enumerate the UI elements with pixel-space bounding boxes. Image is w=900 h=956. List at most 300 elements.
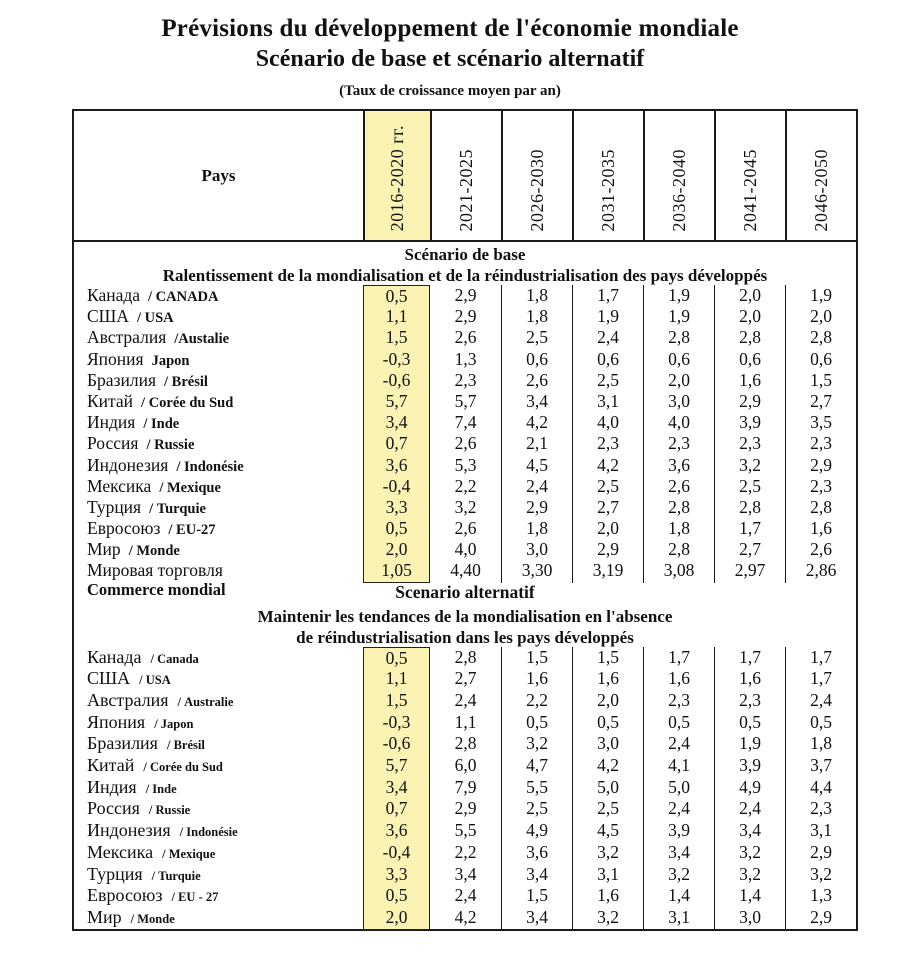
value-2021-2025: 2,8 xyxy=(454,733,477,754)
country-label xyxy=(74,647,363,670)
value-2016-2020: 3,4 xyxy=(363,412,430,433)
country-label xyxy=(74,306,363,327)
table-row xyxy=(74,668,856,690)
section-alt-subtitle-line2: de réindustrialisation dans les pays développés xyxy=(296,627,634,647)
value-2016-2020: 3,3 xyxy=(363,864,430,886)
country-name-ru: Индия xyxy=(87,776,137,797)
value-2036-2040: 4,1 xyxy=(643,755,714,777)
country-name-fr: / Corée du Sud xyxy=(143,760,223,775)
value-2036-2040: 2,3 xyxy=(643,433,714,454)
value-2016-2020: 1,05 xyxy=(363,560,430,582)
value-2026-2030: 2,5 xyxy=(501,327,572,348)
value-2036-2040: 1,8 xyxy=(643,518,714,539)
value-2041-2045: 3,9 xyxy=(714,755,785,777)
value-2036-2040: 2,8 xyxy=(643,327,714,348)
value-2036-2040: 1,4 xyxy=(643,885,714,907)
value-2021-2025: 2,6 xyxy=(454,433,477,454)
country-label xyxy=(74,433,363,454)
forecast-table xyxy=(72,109,858,931)
value-2036-2040: 2,4 xyxy=(643,798,714,820)
country-label xyxy=(74,798,363,820)
value-2026-2030: 2,6 xyxy=(501,370,572,391)
country-label xyxy=(74,712,363,734)
table-row xyxy=(74,907,856,929)
table-row xyxy=(74,690,856,712)
table-row xyxy=(74,412,856,433)
table-row xyxy=(74,433,856,454)
value-2031-2035: 4,5 xyxy=(572,820,643,842)
value-2021-2025: 7,4 xyxy=(454,412,477,433)
value-2016-2020: 1,5 xyxy=(363,690,430,712)
value-2026-2030: 3,0 xyxy=(501,539,572,560)
value-2046-2050: 3,7 xyxy=(785,755,856,777)
table-header-row xyxy=(74,111,856,242)
value-2021-2025: 1,1 xyxy=(454,711,477,732)
table-row xyxy=(74,647,856,669)
value-2046-2050: 2,3 xyxy=(785,476,856,497)
table-row xyxy=(74,733,856,755)
table-row xyxy=(74,712,856,734)
value-2026-2030: 1,6 xyxy=(501,668,572,690)
section-alt-heading xyxy=(74,604,856,647)
value-2016-2020: 0,5 xyxy=(363,885,430,907)
country-name-fr: / Turquie xyxy=(149,500,206,517)
country-name-ru: Мир xyxy=(87,539,121,560)
value-2041-2045: 3,9 xyxy=(714,412,785,433)
value-2046-2050: 2,0 xyxy=(785,306,856,327)
country-name-ru: Россия xyxy=(87,433,139,454)
value-2021-2025: 2,4 xyxy=(454,885,477,906)
value-2041-2045: 2,4 xyxy=(714,798,785,820)
value-2021-2025: 2,2 xyxy=(454,475,477,496)
value-2041-2045: 2,9 xyxy=(714,391,785,412)
value-2021-2025: 7,9 xyxy=(454,776,477,797)
table-row xyxy=(74,455,856,476)
section-alt-subtitle-line1: Maintenir les tendances de la mondialisation en l'absence xyxy=(257,606,673,626)
table-row xyxy=(74,820,856,842)
country-label xyxy=(74,733,363,755)
table-row xyxy=(74,285,856,306)
value-2036-2040: 2,4 xyxy=(643,733,714,755)
section-base-heading xyxy=(74,242,856,285)
country-name-fr: / USA xyxy=(139,673,171,688)
column-header-period-2036-2040: 2036-2040 xyxy=(643,111,714,240)
value-2021-2025: 5,5 xyxy=(454,820,477,841)
country-label xyxy=(74,842,363,864)
value-2046-2050: 1,5 xyxy=(785,370,856,391)
country-name-ru: Мексика xyxy=(87,475,152,496)
country-name-ru: Россия xyxy=(87,798,140,819)
value-2036-2040: 3,2 xyxy=(643,864,714,886)
value-2026-2030: 3,4 xyxy=(501,907,572,930)
country-name-fr: / Mexique xyxy=(162,846,216,861)
value-2041-2045: 1,7 xyxy=(714,518,785,539)
value-2046-2050: 2,4 xyxy=(785,690,856,712)
value-2021-2025: 2,9 xyxy=(454,285,477,305)
country-name-fr: / Brésil xyxy=(164,373,208,390)
value-2031-2035: 4,2 xyxy=(572,455,643,476)
value-2031-2035: 3,2 xyxy=(572,842,643,864)
country-name-ru: США xyxy=(87,306,129,327)
country-name-ru: Мир xyxy=(87,906,122,927)
value-2021-2025: 2,7 xyxy=(454,668,477,689)
value-2026-2030: 4,7 xyxy=(501,755,572,777)
value-2016-2020: -0,3 xyxy=(363,712,430,734)
country-label xyxy=(74,285,363,307)
value-2041-2045: 1,7 xyxy=(714,647,785,670)
value-2021-2025: 2,6 xyxy=(454,327,477,348)
value-2036-2040: 3,0 xyxy=(643,391,714,412)
value-2041-2045: 3,0 xyxy=(714,907,785,930)
value-2031-2035: 1,6 xyxy=(572,668,643,690)
value-2016-2020: 0,5 xyxy=(363,518,430,539)
table-row xyxy=(74,306,856,327)
value-2031-2035: 1,9 xyxy=(572,306,643,327)
value-2016-2020: 2,0 xyxy=(363,539,430,560)
country-name-ru: Евросоюз xyxy=(87,518,161,539)
country-name-fr: / Canada xyxy=(150,651,199,666)
value-2031-2035: 3,1 xyxy=(572,864,643,886)
value-2026-2030: 3,6 xyxy=(501,842,572,864)
table-row xyxy=(74,842,856,864)
value-2041-2045: 3,2 xyxy=(714,455,785,476)
value-2026-2030: 0,6 xyxy=(501,349,572,370)
country-name-ru: Австралия xyxy=(87,327,167,348)
commerce-mondial-label: Commerce mondial xyxy=(87,579,226,599)
section-base-body xyxy=(74,285,856,582)
value-2031-2035: 3,1 xyxy=(572,391,643,412)
value-2046-2050: 2,6 xyxy=(785,539,856,560)
table-row xyxy=(74,798,856,820)
table-row xyxy=(74,885,856,907)
value-2016-2020: 5,7 xyxy=(363,755,430,777)
country-name-fr: / Corée du Sud xyxy=(141,394,234,411)
value-2046-2050: 2,8 xyxy=(785,327,856,348)
country-name-ru: Япония xyxy=(87,348,144,369)
value-2016-2020: -0,3 xyxy=(363,349,430,370)
page-subtitle: (Taux de croissance moyen par an) xyxy=(339,83,561,99)
value-2041-2045: 1,6 xyxy=(714,668,785,690)
country-label xyxy=(74,864,363,886)
value-2036-2040: 0,6 xyxy=(643,349,714,370)
value-2021-2025: 2,9 xyxy=(454,306,477,327)
value-2041-2045: 2,0 xyxy=(714,306,785,327)
column-header-period-2016-2020: 2016-2020 гг. xyxy=(363,111,430,240)
value-2026-2030: 3,30 xyxy=(501,560,572,582)
country-name-ru: Мировая торговля xyxy=(87,560,223,581)
value-2046-2050: 0,5 xyxy=(785,712,856,734)
value-2016-2020: 3,4 xyxy=(363,777,430,799)
country-name-fr: / EU - 27 xyxy=(171,890,219,905)
country-label xyxy=(74,370,363,391)
value-2041-2045: 2,3 xyxy=(714,690,785,712)
value-2031-2035: 4,0 xyxy=(572,412,643,433)
country-name-ru: Япония xyxy=(87,711,146,732)
value-2036-2040: 0,5 xyxy=(643,712,714,734)
value-2026-2030: 3,4 xyxy=(501,391,572,412)
country-label xyxy=(74,755,363,777)
value-2036-2040: 2,6 xyxy=(643,476,714,497)
value-2046-2050: 1,3 xyxy=(785,885,856,907)
value-2026-2030: 4,9 xyxy=(501,820,572,842)
table-row xyxy=(74,476,856,497)
value-2031-2035: 3,2 xyxy=(572,907,643,930)
country-name-fr: Japon xyxy=(151,352,190,369)
country-label xyxy=(74,885,363,907)
country-label xyxy=(74,455,363,476)
country-label xyxy=(74,820,363,842)
value-2036-2040: 1,9 xyxy=(643,285,714,307)
value-2021-2025: 6,0 xyxy=(454,755,477,776)
value-2031-2035: 5,0 xyxy=(572,777,643,799)
column-header-period-2046-2050: 2046-2050 xyxy=(785,111,856,240)
value-2041-2045: 2,5 xyxy=(714,476,785,497)
country-name-fr: / Japon xyxy=(154,716,194,731)
value-2041-2045: 0,5 xyxy=(714,712,785,734)
table-row xyxy=(74,864,856,886)
column-header-period-2031-2035: 2031-2035 xyxy=(572,111,643,240)
value-2026-2030: 2,1 xyxy=(501,433,572,454)
value-2031-2035: 2,4 xyxy=(572,327,643,348)
country-name-ru: США xyxy=(87,668,131,689)
country-name-fr: / Australie xyxy=(177,695,234,709)
value-2046-2050: 2,7 xyxy=(785,391,856,412)
value-2046-2050: 2,8 xyxy=(785,497,856,518)
value-2046-2050: 2,3 xyxy=(785,433,856,454)
value-2031-2035: 2,0 xyxy=(572,690,643,712)
value-2026-2030: 3,4 xyxy=(501,864,572,886)
value-2021-2025: 2,9 xyxy=(454,798,477,819)
value-2041-2045: 3,2 xyxy=(714,864,785,886)
country-name-ru: Канада xyxy=(87,285,141,305)
country-name-ru: Австралия xyxy=(87,690,169,710)
value-2036-2040: 3,6 xyxy=(643,455,714,476)
value-2036-2040: 2,8 xyxy=(643,497,714,518)
value-2031-2035: 2,5 xyxy=(572,798,643,820)
value-2046-2050: 0,6 xyxy=(785,349,856,370)
country-name-fr: / Brésil xyxy=(166,738,205,753)
country-name-fr: / Inde xyxy=(145,781,177,796)
value-2026-2030: 2,9 xyxy=(501,497,572,518)
document-titles xyxy=(0,13,900,100)
value-2026-2030: 2,5 xyxy=(501,798,572,820)
value-2026-2030: 1,5 xyxy=(501,647,572,670)
value-2041-2045: 1,9 xyxy=(714,733,785,755)
country-name-fr: / Indonésie xyxy=(179,825,238,840)
value-2046-2050: 2,9 xyxy=(785,842,856,864)
country-name-fr: / CANADA xyxy=(148,289,219,305)
value-2046-2050: 1,8 xyxy=(785,733,856,755)
value-2016-2020: 1,1 xyxy=(363,668,430,690)
value-2036-2040: 2,0 xyxy=(643,370,714,391)
value-2016-2020: 0,5 xyxy=(363,647,430,670)
country-label xyxy=(74,690,363,712)
value-2036-2040: 5,0 xyxy=(643,777,714,799)
value-2026-2030: 2,2 xyxy=(501,690,572,712)
value-2026-2030: 5,5 xyxy=(501,777,572,799)
value-2046-2050: 1,9 xyxy=(785,285,856,307)
section-base-title: Scénario de base xyxy=(404,245,526,264)
value-2036-2040: 2,3 xyxy=(643,690,714,712)
country-label xyxy=(74,907,363,930)
value-2016-2020: 3,3 xyxy=(363,497,430,518)
value-2041-2045: 2,8 xyxy=(714,327,785,348)
value-2021-2025: 2,3 xyxy=(454,369,477,390)
table-row xyxy=(74,327,856,348)
country-name-ru: Китай xyxy=(87,755,135,776)
value-2031-2035: 0,6 xyxy=(572,349,643,370)
value-2046-2050: 2,9 xyxy=(785,455,856,476)
table-row xyxy=(74,497,856,518)
value-2026-2030: 0,5 xyxy=(501,712,572,734)
country-name-fr: / Indonésie xyxy=(176,458,244,475)
value-2041-2045: 2,97 xyxy=(714,560,785,582)
value-2031-2035: 2,3 xyxy=(572,433,643,454)
value-2021-2025: 2,8 xyxy=(454,646,477,667)
section-alt-body xyxy=(74,647,856,929)
country-label xyxy=(74,412,363,433)
value-2016-2020: 2,0 xyxy=(363,907,430,930)
value-2026-2030: 1,8 xyxy=(501,285,572,307)
value-2031-2035: 3,19 xyxy=(572,560,643,582)
value-2036-2040: 1,9 xyxy=(643,306,714,327)
value-2021-2025: 2,2 xyxy=(454,841,477,862)
value-2046-2050: 1,7 xyxy=(785,647,856,670)
country-name-fr: / Monde xyxy=(130,911,175,926)
value-2041-2045: 2,3 xyxy=(714,433,785,454)
value-2021-2025: 5,3 xyxy=(454,454,477,475)
value-2031-2035: 2,0 xyxy=(572,518,643,539)
value-2041-2045: 1,6 xyxy=(714,370,785,391)
country-name-ru: Китай xyxy=(87,390,134,411)
value-2016-2020: 3,6 xyxy=(363,820,430,842)
value-2026-2030: 4,2 xyxy=(501,412,572,433)
value-2016-2020: 3,6 xyxy=(363,455,430,476)
country-name-ru: Турция xyxy=(87,496,142,517)
country-label xyxy=(74,777,363,799)
value-2041-2045: 2,8 xyxy=(714,497,785,518)
country-label xyxy=(74,391,363,412)
value-2041-2045: 4,9 xyxy=(714,777,785,799)
table-row xyxy=(74,777,856,799)
country-label xyxy=(74,539,363,560)
table-row xyxy=(74,370,856,391)
column-header-pays: Pays xyxy=(201,165,236,185)
country-name-ru: Турция xyxy=(87,863,143,884)
value-2036-2040: 3,1 xyxy=(643,907,714,930)
country-name-ru: Индонезия xyxy=(87,454,169,475)
value-2036-2040: 3,4 xyxy=(643,842,714,864)
value-2016-2020: -0,6 xyxy=(363,733,430,755)
country-name-ru: Канада xyxy=(87,646,142,667)
value-2016-2020: 0,5 xyxy=(363,285,430,307)
country-name-fr: /Austalie xyxy=(174,331,230,348)
page-title-line1: Prévisions du développement de l'économie mondiale xyxy=(161,15,739,42)
value-2021-2025: 1,3 xyxy=(454,348,477,369)
value-2021-2025: 2,4 xyxy=(454,690,477,710)
value-2046-2050: 1,7 xyxy=(785,668,856,690)
table-row xyxy=(74,539,856,560)
value-2036-2040: 1,7 xyxy=(643,647,714,670)
value-2031-2035: 4,2 xyxy=(572,755,643,777)
table-row xyxy=(74,755,856,777)
value-2031-2035: 1,5 xyxy=(572,647,643,670)
value-2031-2035: 0,5 xyxy=(572,712,643,734)
country-label xyxy=(74,518,363,539)
country-name-ru: Бразилия xyxy=(87,733,158,754)
country-label xyxy=(74,497,363,518)
section-base-subtitle: Ralentissement de la mondialisation et de la réindustrialisation des pays développés xyxy=(162,266,768,285)
value-2041-2045: 2,0 xyxy=(714,285,785,307)
value-2031-2035: 2,7 xyxy=(572,497,643,518)
value-2041-2045: 3,2 xyxy=(714,842,785,864)
value-2046-2050: 2,9 xyxy=(785,907,856,930)
value-2021-2025: 5,7 xyxy=(454,390,477,411)
value-2036-2040: 1,6 xyxy=(643,668,714,690)
column-header-period-2026-2030: 2026-2030 xyxy=(501,111,572,240)
country-name-fr: / USA xyxy=(136,310,174,327)
country-name-ru: Евросоюз xyxy=(87,885,163,906)
section-alt-title: Scenario alternatif xyxy=(395,581,535,602)
country-name-fr: / Monde xyxy=(128,543,180,560)
value-2016-2020: 5,7 xyxy=(363,391,430,412)
value-2021-2025: 3,4 xyxy=(454,863,477,884)
value-2031-2035: 2,9 xyxy=(572,539,643,560)
value-2026-2030: 1,5 xyxy=(501,885,572,907)
table-row xyxy=(74,518,856,539)
value-2026-2030: 4,5 xyxy=(501,455,572,476)
value-2016-2020: 0,7 xyxy=(363,798,430,820)
value-2031-2035: 2,5 xyxy=(572,370,643,391)
page-title-line2: Scénario de base et scénario alternatif xyxy=(255,46,645,72)
value-2036-2040: 2,8 xyxy=(643,539,714,560)
value-2031-2035: 1,7 xyxy=(572,285,643,307)
country-name-ru: Бразилия xyxy=(87,369,156,390)
value-2041-2045: 1,4 xyxy=(714,885,785,907)
value-2036-2040: 4,0 xyxy=(643,412,714,433)
column-header-period-2041-2045: 2041-2045 xyxy=(714,111,785,240)
value-2046-2050: 2,3 xyxy=(785,798,856,820)
value-2031-2035: 2,5 xyxy=(572,476,643,497)
value-2036-2040: 3,08 xyxy=(643,560,714,582)
value-2016-2020: 1,1 xyxy=(363,306,430,327)
value-2046-2050: 3,2 xyxy=(785,864,856,886)
value-2031-2035: 3,0 xyxy=(572,733,643,755)
value-2016-2020: -0,6 xyxy=(363,370,430,391)
value-2016-2020: -0,4 xyxy=(363,842,430,864)
country-label xyxy=(74,349,363,370)
value-2046-2050: 4,4 xyxy=(785,777,856,799)
country-label xyxy=(74,327,363,348)
column-header-period-2021-2025: 2021-2025 xyxy=(430,111,501,240)
value-2041-2045: 2,7 xyxy=(714,539,785,560)
value-2021-2025: 2,6 xyxy=(454,518,477,539)
country-label xyxy=(74,476,363,497)
value-2016-2020: 1,5 xyxy=(363,327,430,348)
country-name-ru: Индия xyxy=(87,412,136,433)
value-2026-2030: 2,4 xyxy=(501,476,572,497)
value-2046-2050: 1,6 xyxy=(785,518,856,539)
value-2026-2030: 1,8 xyxy=(501,518,572,539)
value-2046-2050: 3,1 xyxy=(785,820,856,842)
value-2041-2045: 3,4 xyxy=(714,820,785,842)
value-2036-2040: 3,9 xyxy=(643,820,714,842)
value-2026-2030: 1,8 xyxy=(501,306,572,327)
value-2046-2050: 3,5 xyxy=(785,412,856,433)
value-2016-2020: 0,7 xyxy=(363,433,430,454)
country-name-fr: / Mexique xyxy=(159,479,221,496)
country-name-fr: / Russie xyxy=(146,437,195,454)
